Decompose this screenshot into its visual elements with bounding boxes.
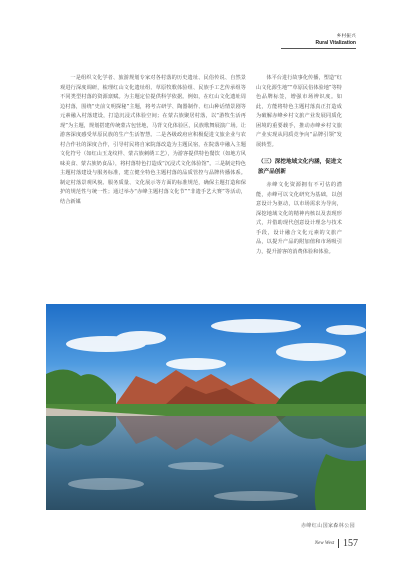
- right-column: [256, 74, 342, 257]
- magazine-name: New West: [314, 541, 335, 546]
- header-rule: [281, 48, 356, 49]
- footer-divider: [338, 539, 339, 548]
- body-paragraph: 赤峰文化资源拥有不可估的潜能，赤峰可以文化研究为基础，以创意设计为驱动，以市场需求为导向，深挖地域文化的精神内核以及表现形式，并借助现代创意设计理念与技术手段，设计融合文化元素的文旅产品，以提升产品的附加值和市场吸引力，提升游客的消费体验和体验。: [256, 182, 342, 255]
- section-title-zh: 乡村振兴: [336, 34, 356, 39]
- page-number: 157: [343, 538, 358, 549]
- section-title-en: Rural Vitalization: [315, 40, 356, 46]
- foreground-bush: [315, 454, 366, 510]
- left-column: [60, 74, 246, 207]
- page-footer: [315, 538, 358, 549]
- body-paragraph: 一是组织文化学者、旅游规划专家对各村落的历史遗址、民俗传说、自然景观进行深度调研，梳理红山文化遗址组、草原牧歌体验组、民族手工艺传承组等不同类型村落的资源禀赋。为主题定位提供科学依据。例如，在红山文化遗址周边村落，围绕“史前文明探秘”主题，将考古研学、陶器制作、红山种话情景剧等元素融入村落建设，打造沉浸式体验空间；在蒙古族聚居村落，以“游牧生活再现”为主题，规划搭建传统蒙古包营地，马背文化体验区，民族歌舞展演广场。让游客深度感受草原民族的生产生活智慧。二是各级政府应积极促进文旅企业与农村合作社的深度合作，引导村民将自家院落改造为主题民宿，在院落中融入主题文化符号（如红山玉龙纹样、蒙古族刺绣工艺），为游客提供特色餐饮（如地方风味美食、蒙古族奶食品），将村落特色打造成“沉浸式文化体验馆”。三是制定特色主题村落建设与服务标准，建立健全特色主题村落的品质管控与品牌传播体系。制定村落景观风貌、服务质量、文化展示等方面的标准规范，确保主题打造和保护的规范性与统一性；通过举办“赤峰主题村落文化节”“非遗手艺大赛”等活动，结合新媒: [60, 75, 246, 205]
- running-header: [316, 34, 356, 46]
- section-heading: （三）深挖地域文化内涵，促进文旅产品创新: [258, 159, 342, 175]
- body-paragraph: 体平台进行故事化传播，塑造“红山文化源生地”“草原民俗体验地”等特色品牌标签，增强市场辨识度。如此，方能将特色主题村落真正打造成为破解赤峰乡村文旅产业发展同质化困境的重要载手，推动赤峰乡村文旅产业实现从同质竞争向“品牌引领”发展转型。: [256, 75, 342, 148]
- photo-caption: 赤峰红山国家森林公园: [301, 523, 356, 529]
- landscape-photo: [46, 304, 366, 510]
